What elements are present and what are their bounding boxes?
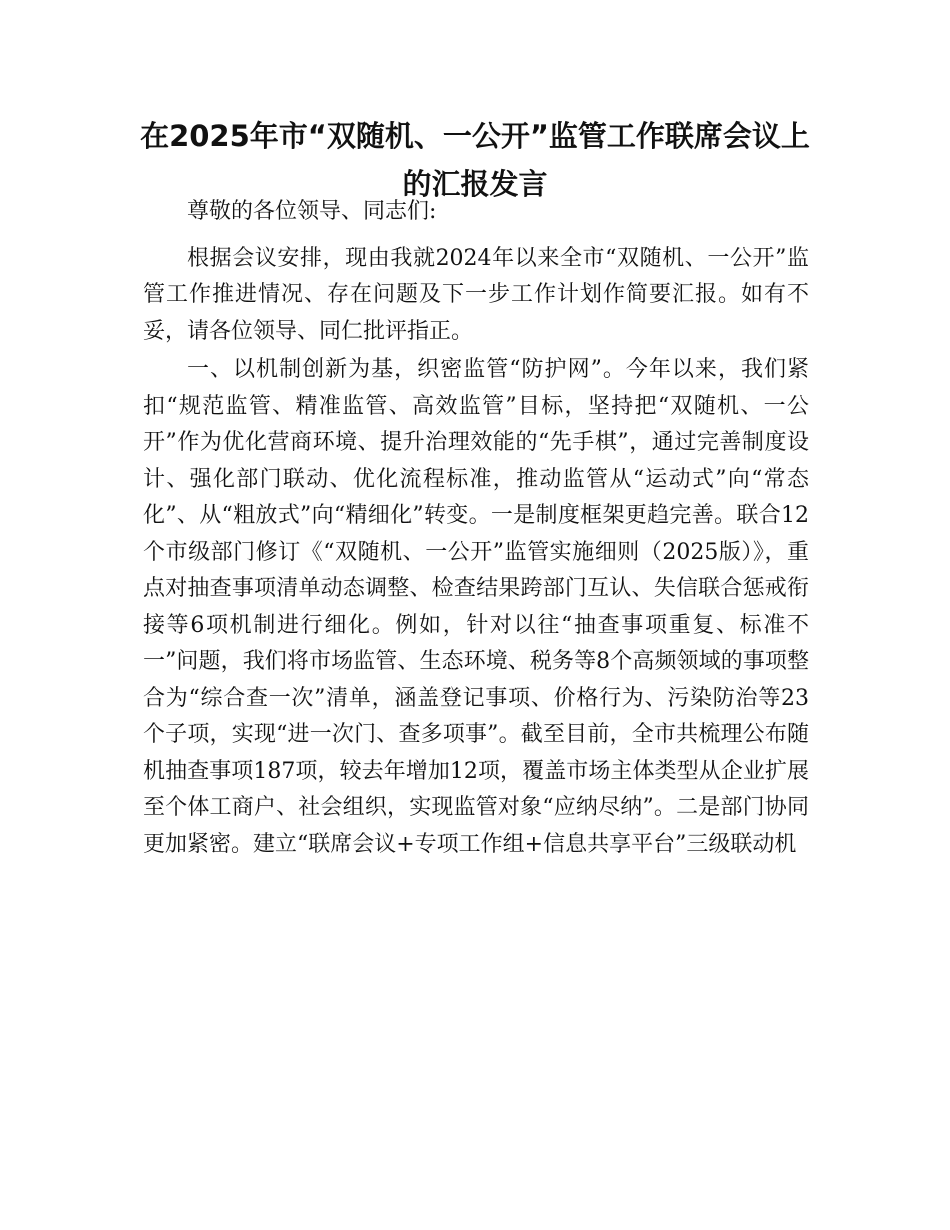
paragraph-intro: 根据会议安排，现由我就2024年以来全市“双随机、一公开”监管工作推进情况、存在问题及下一步工作计划作简要汇报。如有不妥，请各位领导、同仁批评指正。 <box>143 245 809 344</box>
document-body <box>143 194 809 865</box>
document-title: 在2025年市“双随机、一公开”监管工作联席会议上的汇报发言 <box>140 119 810 201</box>
salutation: 尊敬的各位领导、同志们: <box>187 199 437 224</box>
paragraph-section-one: 一、以机制创新为基，织密监管“防护网”。今年以来，我们紧扣“规范监管、精准监管、高效监管”目标，坚持把“双随机、一公开”作为优化营商环境、提升治理效能的“先手棋”，通过完善制度设计、强化部门联动、优化流程标准，推动监管从“运动式”向“常态化”、从“粗放式”向“精细化”转变。一是制度框架更趋完善。联合12个市级部门修订《“双随机、一公开”监管实施细则（2025版）》，重点对抽查事项清单动态调整、检查结果跨部门互认、失信联合惩戒衔接等6项机制进行细化。例如，针对以往“抽查事项重复、标准不一”问题，我们将市场监管、生态环境、税务等8个高频领域的事项整合为“综合查一次”清单，涵盖登记事项、价格行为、污染防治等23个子项，实现“进一次门、查多项事”。截至目前，全市共梳理公布随机抽查事项187项，较去年增加12项，覆盖市场主体类型从企业扩展至个体工商户、社会组织，实现监管对象“应纳尽纳”。二是部门协同更加紧密。建立“联席会议+专项工作组+信息共享平台”三级联动机 <box>143 357 809 857</box>
